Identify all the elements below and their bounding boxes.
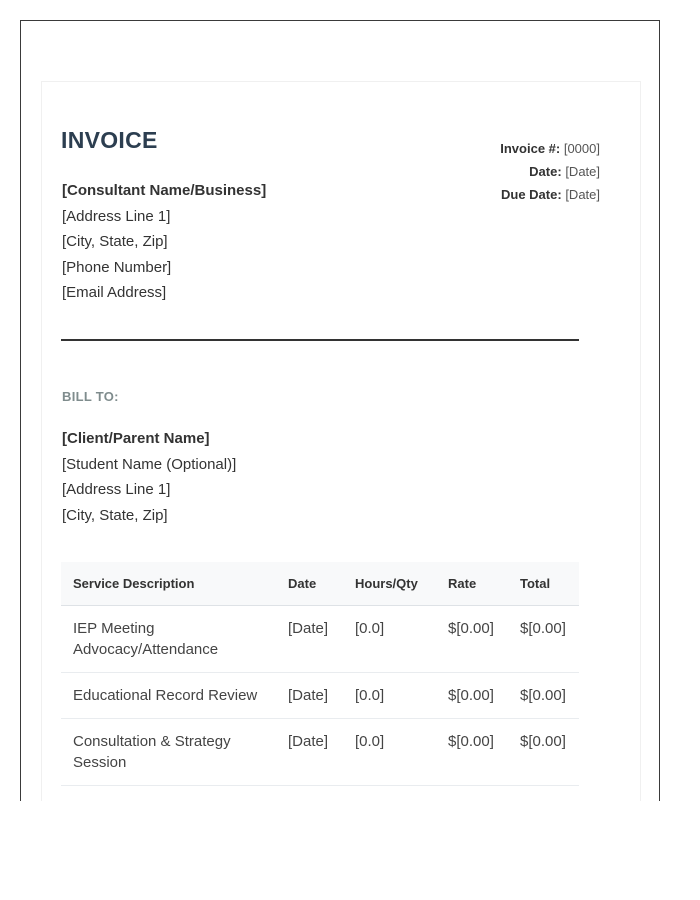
bill-to-heading: BILL TO:	[62, 389, 119, 404]
consultant-email: [Email Address]	[62, 284, 167, 302]
cell-description: Educational Record Review	[61, 673, 276, 719]
table-header-row	[61, 562, 579, 606]
invoice-number-label: Invoice #:	[500, 141, 561, 156]
cell-hours: [0.0]	[343, 606, 436, 673]
consultant-address: [Address Line 1]	[62, 207, 171, 225]
invoice-date-value: [Date]	[565, 164, 600, 179]
client-name: [Client/Parent Name]	[62, 430, 210, 447]
bill-to-block	[62, 426, 236, 528]
invoice-due-row	[500, 183, 600, 206]
cell-rate: $[0.00]	[436, 673, 508, 719]
cell-rate: $[0.00]	[436, 719, 508, 786]
column-header-total: Total	[508, 562, 579, 606]
cell-date: [Date]	[276, 719, 343, 786]
cell-total: $[0.00]	[508, 719, 579, 786]
table-row	[61, 606, 579, 673]
header-divider	[61, 339, 579, 341]
service-table	[61, 562, 579, 786]
client-city: [City, State, Zip]	[62, 506, 168, 524]
consultant-city: [City, State, Zip]	[62, 233, 168, 251]
column-header-hours: Hours/Qty	[343, 562, 436, 606]
cell-date: [Date]	[276, 606, 343, 673]
cell-total: $[0.00]	[508, 673, 579, 719]
column-header-rate: Rate	[436, 562, 508, 606]
cell-rate: $[0.00]	[436, 606, 508, 673]
student-name: [Student Name (Optional)]	[62, 455, 237, 473]
invoice-title: INVOICE	[61, 127, 158, 153]
invoice-number-value: [0000]	[563, 141, 600, 156]
client-address: [Address Line 1]	[62, 481, 171, 499]
invoice-meta	[500, 137, 600, 206]
invoice-number-row	[500, 137, 600, 160]
invoice-date-label: Date:	[529, 164, 562, 179]
cell-hours: [0.0]	[343, 673, 436, 719]
invoice-due-label: Due Date:	[501, 187, 562, 202]
consultant-phone: [Phone Number]	[62, 258, 172, 276]
cell-hours: [0.0]	[343, 719, 436, 786]
cell-description: IEP Meeting Advocacy/Attendance	[61, 606, 276, 673]
cell-date: [Date]	[276, 673, 343, 719]
cell-total: $[0.00]	[508, 606, 579, 673]
column-header-date: Date	[276, 562, 343, 606]
consultant-block	[62, 178, 266, 306]
table-row	[61, 719, 579, 786]
consultant-name: [Consultant Name/Business]	[62, 182, 267, 199]
invoice-due-value: [Date]	[565, 187, 600, 202]
cell-description: Consultation & Strategy Session	[61, 719, 276, 786]
table-row	[61, 673, 579, 719]
invoice-date-row	[500, 160, 600, 183]
column-header-description: Service Description	[61, 562, 276, 606]
